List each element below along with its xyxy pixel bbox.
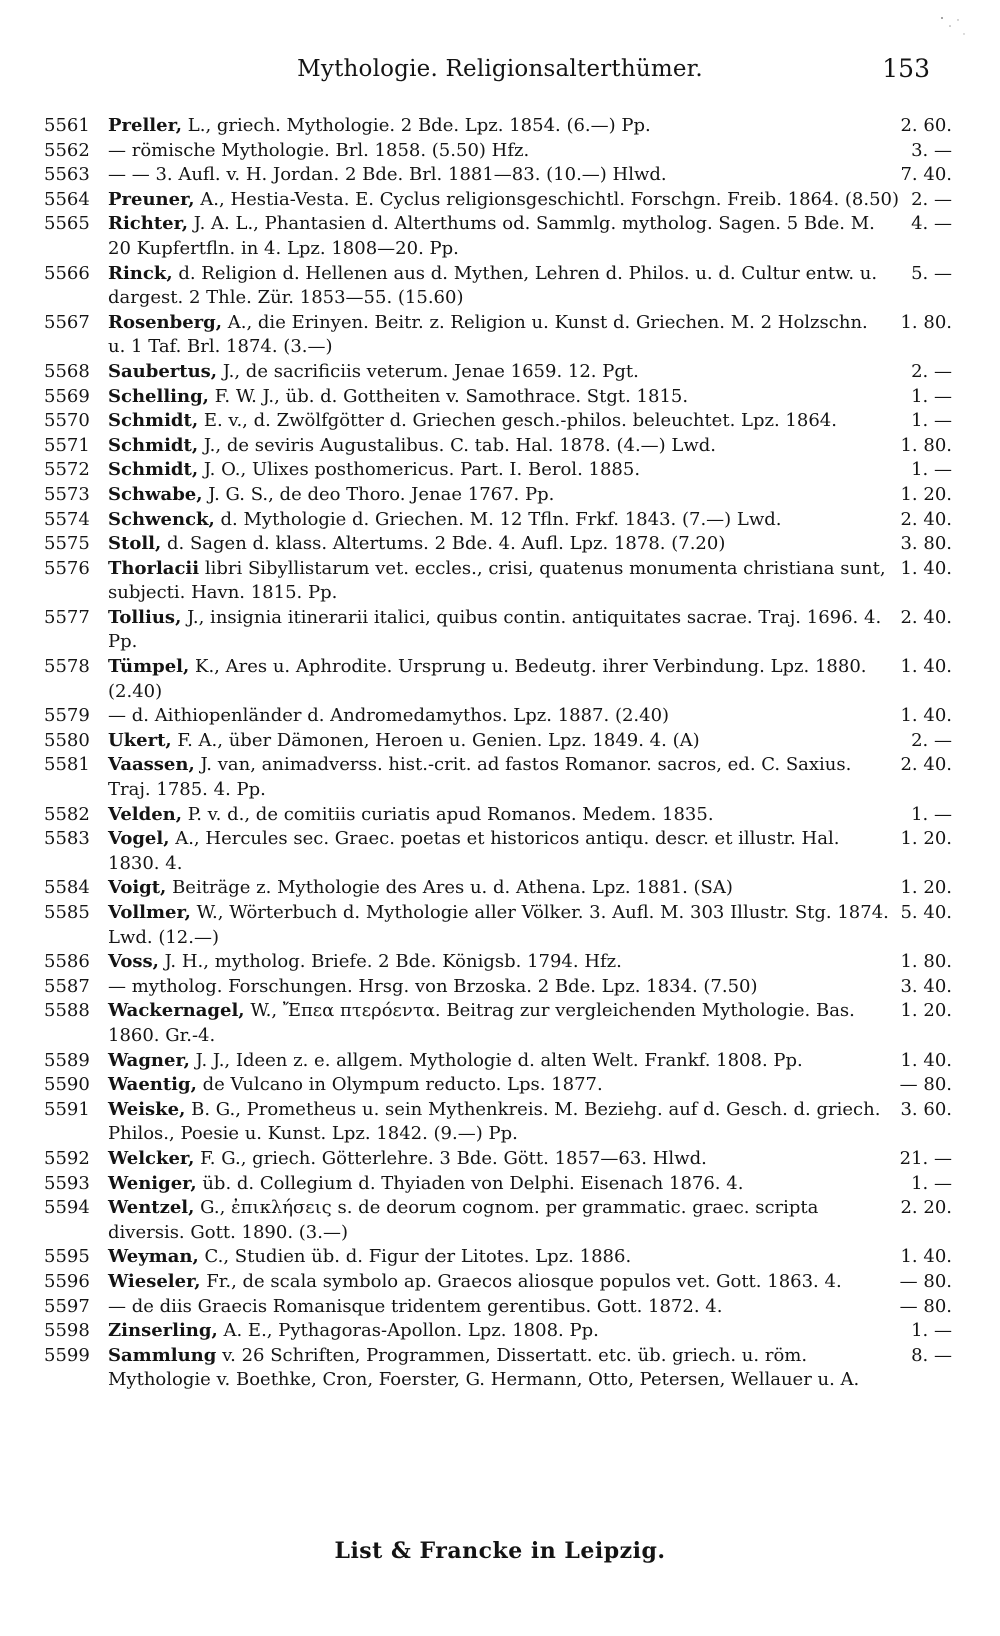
entry-price: 1. 40. xyxy=(900,656,952,678)
entry-price: — 80. xyxy=(899,1074,952,1096)
entry-description: P. v. d., de comitiis curiatis apud Romanos. Medem. 1835. xyxy=(187,803,714,825)
entry-price: 2. 20. xyxy=(900,1197,952,1219)
entry-author: Stoll, xyxy=(108,533,162,555)
entry-description: L., griech. Mythologie. 2 Bde. Lpz. 1854. (6.—) Pp. xyxy=(187,115,651,136)
entry-description: de Vulcano in Olympum reducto. Lps. 1877. xyxy=(202,1074,603,1096)
entry-author: Weniger, xyxy=(108,1172,197,1194)
entry-description: d. Religion d. Hellenen aus d. Mythen, Lehren d. Philos. u. d. Cultur entw. u. dargest. 2 Thle. Zür. 1853—55. (15.60) xyxy=(108,262,878,309)
entry-price: 1. 20. xyxy=(900,828,952,850)
entry-description: W., Ἔπεα πτερόεντα. Beitrag zur vergleichenden Mythologie. Bas. 1860. Gr.-4. xyxy=(108,1000,855,1046)
entry-number: 5566 xyxy=(44,262,90,284)
entry-price: 2. 60. xyxy=(900,115,952,136)
entry-description: A., die Erinyen. Beitr. z. Religion u. Kunst d. Griechen. M. 2 Holzschn. u. 1 Taf. Brl. 1874. (3.—) xyxy=(108,311,868,358)
entry-description: J. H., mytholog. Briefe. 2 Bde. Königsb. 1794. Hfz. xyxy=(164,951,622,973)
entry-price: 1. 40. xyxy=(900,705,952,727)
catalog-entry xyxy=(0,434,1000,459)
catalog-entry xyxy=(0,753,1000,802)
entry-author: Vogel, xyxy=(108,828,170,850)
entry-price: 1. 40. xyxy=(900,1049,952,1071)
entry-price: 3. 60. xyxy=(900,1098,952,1120)
entry-number: 5575 xyxy=(44,533,90,555)
entry-author: Wieseler, xyxy=(108,1270,201,1292)
entry-number: 5569 xyxy=(44,385,90,407)
entry-number: 5593 xyxy=(44,1172,90,1194)
entry-description: J. O., Ulixes posthomericus. Part. I. Berol. 1885. xyxy=(203,459,641,481)
entry-description: F. G., griech. Götterlehre. 3 Bde. Gött. 1857—63. Hlwd. xyxy=(200,1147,707,1169)
entry-price: 1. 80. xyxy=(900,434,952,456)
entry-author: Vaassen, xyxy=(108,754,195,776)
catalog-entry xyxy=(0,212,1000,261)
entry-price: 2. — xyxy=(911,188,952,210)
catalog-entry xyxy=(0,606,1000,655)
catalog-entry xyxy=(0,655,1000,704)
entry-author: Saubertus, xyxy=(108,360,218,382)
entry-number: 5567 xyxy=(44,311,90,333)
entry-description: A. E., Pythagoras-Apollon. Lpz. 1808. Pp. xyxy=(223,1320,599,1342)
entry-number: 5598 xyxy=(44,1320,90,1342)
entry-author: Wentzel, xyxy=(108,1197,195,1219)
entry-author: Ukert, xyxy=(108,729,172,751)
entry-price: 8. — xyxy=(911,1344,952,1366)
entry-number: 5591 xyxy=(44,1098,90,1120)
entry-number: 5583 xyxy=(44,828,90,850)
entry-number: 5587 xyxy=(44,975,90,997)
entry-price: 1. — xyxy=(911,385,952,407)
entry-author: Richter, xyxy=(108,213,189,235)
entry-description: B. G., Prometheus u. sein Mythenkreis. M. Beziehg. auf d. Gesch. d. griech. Philos., Poesie u. Kunst. Lpz. 1842. (9.—) Pp. xyxy=(108,1098,881,1145)
entry-price: 2. 40. xyxy=(900,508,952,530)
entry-number: 5571 xyxy=(44,434,90,456)
catalog-entry xyxy=(0,557,1000,606)
entry-number: 5590 xyxy=(44,1074,90,1096)
entry-price: 1. 20. xyxy=(900,483,952,505)
entry-description: J., de sacrificiis veterum. Jenae 1659. 12. Pgt. xyxy=(222,360,639,382)
entry-price: 1. 40. xyxy=(900,1246,952,1268)
entry-number: 5594 xyxy=(44,1197,90,1219)
entry-price: 1. — xyxy=(911,410,952,432)
entry-price: 1. 40. xyxy=(900,557,952,579)
entry-number: 5562 xyxy=(44,139,90,161)
entry-author: Schwenck, xyxy=(108,508,215,530)
catalog-entry xyxy=(0,483,1000,508)
entry-number: 5574 xyxy=(44,508,90,530)
entry-description: K., Ares u. Aphrodite. Ursprung u. Bedeutg. ihrer Verbindung. Lpz. 1880. (2.40) xyxy=(108,656,867,702)
catalog-entry xyxy=(0,262,1000,311)
entry-number: 5596 xyxy=(44,1270,90,1292)
catalog-entry xyxy=(0,1344,1000,1393)
entry-author: Waentig, xyxy=(108,1074,197,1096)
catalog-entry xyxy=(0,409,1000,434)
entry-number: 5597 xyxy=(44,1295,90,1317)
catalog-entry xyxy=(0,360,1000,385)
entry-description: d. Sagen d. klass. Altertums. 2 Bde. 4. Aufl. Lpz. 1878. (7.20) xyxy=(167,533,726,555)
catalog-entry xyxy=(0,311,1000,360)
entry-price: 5. 40. xyxy=(900,902,952,923)
entry-description: libri Sibyllistarum vet. eccles., crisi, quatenus monumenta christiana sunt, subjecti. Havn. 1815. Pp. xyxy=(108,557,886,604)
entry-number: 5582 xyxy=(44,803,90,825)
entry-number: 5588 xyxy=(44,1000,90,1022)
entry-price: 1. — xyxy=(911,459,952,481)
entry-price: 5. — xyxy=(911,262,952,284)
catalog-entry xyxy=(0,1245,1000,1270)
entry-price: 2. 40. xyxy=(900,606,952,628)
entry-description: — mytholog. Forschungen. Hrsg. von Brzoska. 2 Bde. Lpz. 1834. (7.50) xyxy=(108,975,758,997)
entry-price: 3. 80. xyxy=(900,533,952,555)
catalog-entry xyxy=(0,139,1000,164)
catalog-entry xyxy=(0,704,1000,729)
entry-author: Wackernagel, xyxy=(108,1000,245,1022)
catalog-entry xyxy=(0,729,1000,754)
entry-author: Tollius, xyxy=(108,606,182,628)
entry-price: 1. 80. xyxy=(900,951,952,973)
catalog-entry xyxy=(0,1049,1000,1074)
catalog-entry xyxy=(0,1098,1000,1147)
entry-description: J. G. S., de deo Thoro. Jenae 1767. Pp. xyxy=(208,483,555,505)
catalog-entry xyxy=(0,163,1000,188)
entry-number: 5576 xyxy=(44,557,90,579)
catalog-entry xyxy=(0,901,1000,950)
catalog-entry xyxy=(0,876,1000,901)
entry-description: — — 3. Aufl. v. H. Jordan. 2 Bde. Brl. 1881—83. (10.—) Hlwd. xyxy=(108,164,667,186)
entry-number: 5565 xyxy=(44,213,90,235)
entry-description: — d. Aithiopenländer d. Andromedamythos. Lpz. 1887. (2.40) xyxy=(108,705,670,727)
entry-description: J. van, animadverss. hist.-crit. ad fastos Romanor. sacros, ed. C. Saxius. Traj. 1785. 4. Pp. xyxy=(108,754,852,801)
catalog-entry xyxy=(0,508,1000,533)
catalog-entry xyxy=(0,950,1000,975)
entry-price: — 80. xyxy=(899,1270,952,1292)
entry-price: 2. — xyxy=(911,360,952,382)
entry-price: 1. — xyxy=(911,803,952,825)
entry-author: Schelling, xyxy=(108,385,209,407)
entry-author: Wagner, xyxy=(108,1049,190,1071)
catalog-entry xyxy=(0,1319,1000,1344)
catalog-entry xyxy=(0,975,1000,1000)
entry-author: Sammlung xyxy=(108,1344,217,1366)
entry-number: 5581 xyxy=(44,754,90,776)
entry-description: W., Wörterbuch d. Mythologie aller Völker. 3. Aufl. M. 303 Illustr. Stg. 1874. Lwd. (12.—) xyxy=(108,902,889,948)
entry-description: — de diis Graecis Romanisque tridentem gerentibus. Gott. 1872. 4. xyxy=(108,1295,723,1317)
entry-number: 5595 xyxy=(44,1246,90,1268)
entry-price: 1. 80. xyxy=(900,311,952,333)
entry-author: Voigt, xyxy=(108,877,167,899)
entry-description: J. J., Ideen z. e. allgem. Mythologie d. alten Welt. Frankf. 1808. Pp. xyxy=(195,1049,803,1071)
entry-number: 5573 xyxy=(44,483,90,505)
entry-author: Welcker, xyxy=(108,1147,195,1169)
entry-author: Weyman, xyxy=(108,1246,199,1268)
entry-number: 5586 xyxy=(44,951,90,973)
entry-author: Vollmer, xyxy=(108,902,191,923)
entry-price: 1. — xyxy=(911,1172,952,1194)
entry-description: C., Studien üb. d. Figur der Litotes. Lpz. 1886. xyxy=(204,1246,632,1268)
entry-number: 5577 xyxy=(44,606,90,628)
entry-description: A., Hestia-Vesta. E. Cyclus religionsgeschichtl. Forschgn. Freib. 1864. (8.50) xyxy=(200,188,900,210)
catalog-entry xyxy=(0,532,1000,557)
entry-price: 21. — xyxy=(899,1147,952,1169)
entry-author: Preller, xyxy=(108,115,183,136)
catalog-entry xyxy=(0,1147,1000,1172)
catalog-entry xyxy=(0,1270,1000,1295)
publisher-footer: List & Francke in Leipzig. xyxy=(334,1538,666,1564)
entry-author: Schmidt, xyxy=(108,459,199,481)
catalog-entry xyxy=(0,827,1000,876)
entry-price: 1. — xyxy=(911,1320,952,1342)
entry-author: Rosenberg, xyxy=(108,311,223,333)
entry-number: 5572 xyxy=(44,459,90,481)
entry-author: Voss, xyxy=(108,951,159,973)
catalog-entry xyxy=(0,114,1000,139)
entry-author: Zinserling, xyxy=(108,1320,218,1342)
entry-description: J. A. L., Phantasien d. Alterthums od. Sammlg. mytholog. Sagen. 5 Bde. M. 20 Kupfertfln. in 4. Lpz. 1808—20. Pp. xyxy=(108,213,875,259)
entry-description: F. A., über Dämonen, Heroen u. Genien. Lpz. 1849. 4. (A) xyxy=(177,729,700,751)
entry-description: J., de seviris Augustalibus. C. tab. Hal. 1878. (4.—) Lwd. xyxy=(203,434,717,456)
entry-price: — 80. xyxy=(899,1295,952,1317)
entry-number: 5568 xyxy=(44,360,90,382)
entry-description: d. Mythologie d. Griechen. M. 12 Tfln. Frkf. 1843. (7.—) Lwd. xyxy=(220,508,782,530)
catalog-entry xyxy=(0,458,1000,483)
catalog-entry xyxy=(0,1073,1000,1098)
entry-number: 5580 xyxy=(44,729,90,751)
entry-number: 5585 xyxy=(44,902,90,923)
catalog-entry xyxy=(0,1196,1000,1245)
entry-author: Schmidt, xyxy=(108,410,199,432)
catalog-entry xyxy=(0,999,1000,1048)
entry-number: 5589 xyxy=(44,1049,90,1071)
entry-author: Velden, xyxy=(108,803,182,825)
entry-number: 5564 xyxy=(44,188,90,210)
entry-price: 1. 20. xyxy=(900,877,952,899)
entry-price: 1. 20. xyxy=(900,1000,952,1022)
catalog-entry xyxy=(0,1172,1000,1197)
entry-number: 5578 xyxy=(44,656,90,678)
catalog-entry xyxy=(0,1295,1000,1320)
page-number: 153 xyxy=(882,54,930,83)
entry-number: 5561 xyxy=(44,115,90,136)
entry-description: A., Hercules sec. Graec. poetas et historicos antiqu. descr. et illustr. Hal. 1830. 4. xyxy=(108,828,840,874)
entry-description: Fr., de scala symbolo ap. Graecos aliosque populos vet. Gott. 1863. 4. xyxy=(206,1270,842,1292)
entry-description: Beiträge z. Mythologie des Ares u. d. Athena. Lpz. 1881. (SA) xyxy=(172,877,733,899)
entry-author: Tümpel, xyxy=(108,656,190,678)
entry-price: 2. — xyxy=(911,729,952,751)
entry-price: 3. — xyxy=(911,139,952,161)
entry-price: 7. 40. xyxy=(900,164,952,186)
entry-author: Thorlacii xyxy=(108,557,200,579)
entry-description: v. 26 Schriften, Programmen, Dissertatt. etc. üb. griech. u. röm. Mythologie v. Boethke, Cron, Foerster, G. Hermann, Otto, Petersen, Wellauer u. A. xyxy=(108,1344,860,1391)
catalog-entry xyxy=(0,385,1000,410)
catalog-entry xyxy=(0,188,1000,213)
entry-author: Schwabe, xyxy=(108,483,203,505)
entry-number: 5592 xyxy=(44,1147,90,1169)
catalog-entries xyxy=(0,114,1000,1393)
entry-author: Preuner, xyxy=(108,188,195,210)
entry-description: üb. d. Collegium d. Thyiaden von Delphi. Eisenach 1876. 4. xyxy=(202,1172,744,1194)
entry-number: 5599 xyxy=(44,1344,90,1366)
page-title: Mythologie. Religionsalterthümer. xyxy=(297,56,703,82)
entry-description: F. W. J., üb. d. Gottheiten v. Samothrace. Stgt. 1815. xyxy=(214,385,689,407)
entry-author: Rinck, xyxy=(108,262,173,284)
entry-description: E. v., d. Zwölfgötter d. Griechen gesch.-philos. beleuchtet. Lpz. 1864. xyxy=(203,410,837,432)
scan-speck-icon xyxy=(930,8,970,48)
entry-price: 4. — xyxy=(911,213,952,235)
entry-description: G., ἐπικλήσεις s. de deorum cognom. per grammatic. graec. scripta diversis. Gott. 1890. (3.—) xyxy=(108,1197,819,1243)
entry-number: 5579 xyxy=(44,705,90,727)
catalog-entry xyxy=(0,803,1000,828)
entry-description: J., insignia itinerarii italici, quibus contin. antiquitates sacrae. Traj. 1696. 4. Pp. xyxy=(108,606,882,653)
entry-price: 3. 40. xyxy=(900,975,952,997)
entry-description: — römische Mythologie. Brl. 1858. (5.50) Hfz. xyxy=(108,139,530,161)
entry-price: 2. 40. xyxy=(900,754,952,776)
entry-number: 5570 xyxy=(44,410,90,432)
entry-author: Weiske, xyxy=(108,1098,186,1120)
entry-author: Schmidt, xyxy=(108,434,199,456)
entry-number: 5584 xyxy=(44,877,90,899)
entry-number: 5563 xyxy=(44,164,90,186)
